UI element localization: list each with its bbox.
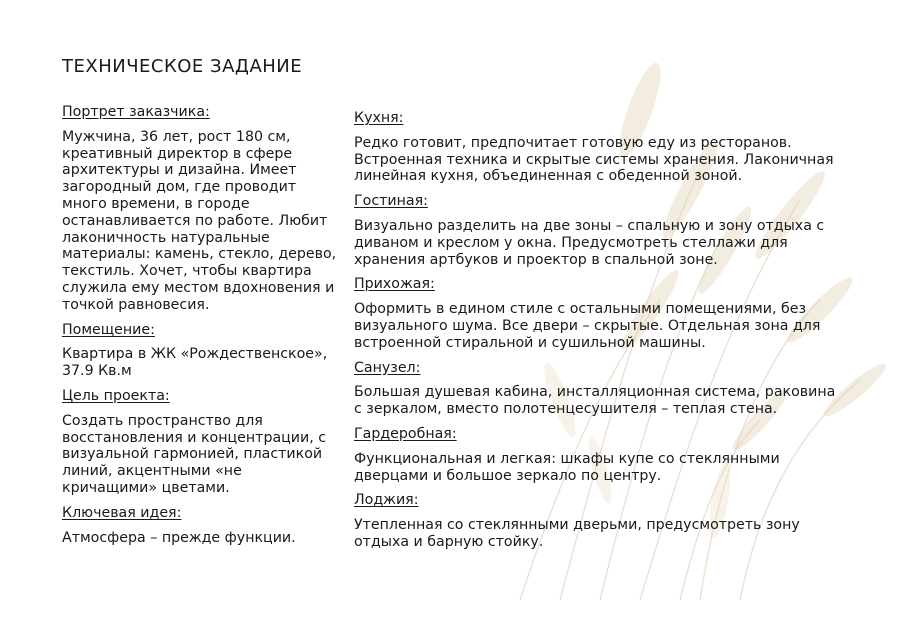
section-text: Визуально разделить на две зоны – спальную и зону отдыха с диваном и креслом у окна. Предусмотреть стеллажи для хранения артбуков и проектор в спальной зоне. <box>354 217 825 268</box>
section-living-room <box>354 193 844 268</box>
section-text: Оформить в едином стиле с остальными помещениями, без визуального шума. Все двери – скрытые. Отдельная зона для встроенной стиральной и сушильной машины. <box>354 301 821 351</box>
section-heading: Лоджия: <box>354 492 419 509</box>
section-bathroom <box>354 360 844 418</box>
section-loggia <box>354 492 844 550</box>
section-heading: Гардеробная: <box>354 425 457 442</box>
section-text: Атмосфера – прежде функции. <box>62 529 296 546</box>
section-heading: Санузел: <box>354 359 421 376</box>
section-heading: Помещение: <box>62 321 155 338</box>
section-hallway <box>354 276 844 351</box>
section-text: Большая душевая кабина, инсталляционная система, раковина с зеркалом, вместо полотенцесушителя – теплая стена. <box>354 384 836 418</box>
section-client-portrait <box>62 104 340 314</box>
section-heading: Портрет заказчика: <box>62 104 210 120</box>
section-heading: Кухня: <box>354 110 404 126</box>
section-project-goal <box>62 388 340 497</box>
section-key-idea <box>62 505 340 547</box>
section-heading: Ключевая идея: <box>62 504 182 521</box>
section-heading: Цель проекта: <box>62 387 170 404</box>
section-premises <box>62 322 340 380</box>
page-title: ТЕХНИЧЕСКОЕ ЗАДАНИЕ <box>62 56 303 77</box>
section-text: Создать пространство для восстановления и концентрации, с визуальной гармонией, пластикой линий, акцентными «не кричащими» цветами. <box>62 412 327 496</box>
section-heading: Гостиная: <box>354 193 428 210</box>
right-column <box>354 110 844 559</box>
section-text: Утепленная со стеклянными дверьми, предусмотреть зону отдыха и барную стойку. <box>354 517 800 550</box>
section-heading: Прихожая: <box>354 276 435 293</box>
section-text: Редко готовит, предпочитает готовую еду из ресторанов. Встроенная техника и скрытые системы хранения. Лаконичная линейная кухня, объединенная с обеденной зоной. <box>354 134 834 185</box>
section-kitchen <box>354 110 844 185</box>
section-wardrobe <box>354 426 844 484</box>
section-text: Функциональная и легкая: шкафы купе со стеклянными дверцами и большое зеркало по центру. <box>354 450 780 484</box>
section-text: Квартира в ЖК «Рождественское», 37.9 Кв.м <box>62 346 328 380</box>
section-text: Мужчина, 36 лет, рост 180 см, креативный директор в сфере архитектуры и дизайна. Имеет загородный дом, где проводит много времени, в городе останавливается по работе. Любит лаконичность натуральные материалы: камень, стекло, дерево, текстиль. Хочет, чтобы квартира служила ему местом вдохновения и точкой равновесия. <box>62 128 337 313</box>
left-column <box>62 104 340 554</box>
